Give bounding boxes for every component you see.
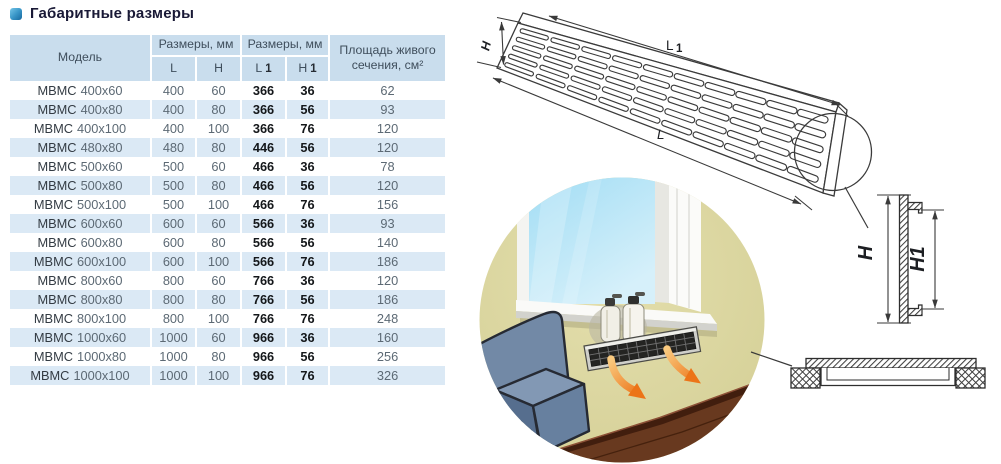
section-bullet-icon <box>10 8 22 20</box>
model-brand: МВМС <box>33 254 73 269</box>
l-cell: 800 <box>152 271 197 290</box>
section-channel <box>821 368 955 386</box>
model-size: 480x80 <box>80 140 123 155</box>
h-cell: 80 <box>197 290 242 309</box>
model-brand: МВМС <box>33 311 73 326</box>
area-cell: 78 <box>380 159 395 174</box>
area-cell: 256 <box>376 349 399 364</box>
h-cell: 80 <box>197 347 242 366</box>
h-cell: 60 <box>197 157 242 176</box>
area-cell: 120 <box>330 138 445 157</box>
model-cell <box>10 119 152 138</box>
col-header-l: L <box>152 57 197 81</box>
l-cell: 1000 <box>152 328 197 347</box>
h1-cell: 36 <box>287 271 330 290</box>
section-plate <box>806 359 976 369</box>
l-cell: 1000 <box>152 347 197 366</box>
col-header-dims-lh: Размеры, мм <box>152 35 242 57</box>
model-size: 1000x60 <box>77 330 127 345</box>
model-size: 400x80 <box>80 102 123 117</box>
col-header-h: H <box>197 57 242 81</box>
model-brand: МВМС <box>37 83 77 98</box>
l1-cell: 566 <box>242 214 287 233</box>
h1-cell: 76 <box>287 195 330 214</box>
model-brand: МВМС <box>37 292 77 307</box>
table-row <box>10 366 445 385</box>
detail-leader-line <box>845 187 868 228</box>
area-cell: 160 <box>330 328 445 347</box>
area-cell: 186 <box>330 252 445 271</box>
dim-label-l1: L <box>666 38 674 53</box>
model-cell <box>10 176 152 195</box>
area-cell: 93 <box>330 100 445 119</box>
model-cell <box>10 81 152 100</box>
area-cell: 140 <box>376 235 399 250</box>
col-header-l1-letter: L <box>255 61 263 76</box>
h1-cell: 56 <box>287 138 330 157</box>
model-brand: МВМС <box>37 178 77 193</box>
area-cell: 186 <box>330 290 445 309</box>
l1-cell: 466 <box>242 195 287 214</box>
l1-cell: 446 <box>242 138 287 157</box>
model-size: 1000x100 <box>73 368 130 383</box>
l1-cell: 566 <box>242 252 287 271</box>
dim-label-l: L <box>657 127 665 142</box>
model-brand: МВМС <box>37 102 77 117</box>
model-brand: МВМС <box>33 121 73 136</box>
area-cell: 120 <box>330 176 445 195</box>
model-brand: МВМС <box>33 197 73 212</box>
area-cell: 62 <box>380 83 395 98</box>
dim-label-l1-index: 1 <box>676 43 683 55</box>
model-cell <box>10 195 152 214</box>
l-cell: 600 <box>152 252 197 271</box>
l-cell: 500 <box>152 176 197 195</box>
model-size: 400x100 <box>77 121 127 136</box>
h-cell: 100 <box>197 195 242 214</box>
model-cell <box>10 347 152 366</box>
l-cell: 800 <box>152 290 197 309</box>
col-header-l1-index: 1 <box>265 63 272 76</box>
table-row <box>10 81 445 100</box>
l1-cell: 966 <box>242 366 287 385</box>
area-cell: 120 <box>376 273 399 288</box>
model-size: 600x80 <box>80 235 123 250</box>
model-size: 800x80 <box>80 292 123 307</box>
table-header <box>10 35 445 81</box>
profile-bottom-flange <box>908 305 922 316</box>
model-cell <box>10 309 152 328</box>
profile-top-flange <box>908 203 922 214</box>
model-cell <box>10 233 152 252</box>
h1-cell: 56 <box>287 176 330 195</box>
model-cell <box>10 328 152 347</box>
h-cell: 100 <box>197 119 242 138</box>
model-size: 500x80 <box>80 178 123 193</box>
table-row <box>10 252 445 271</box>
h1-cell: 36 <box>287 328 330 347</box>
table-row <box>10 195 445 214</box>
l1-cell: 566 <box>242 233 287 252</box>
table-row <box>10 119 445 138</box>
l-cell: 480 <box>152 138 197 157</box>
l-cell: 800 <box>152 309 197 328</box>
col-header-model: Модель <box>10 35 152 81</box>
h1-cell: 76 <box>287 366 330 385</box>
model-cell <box>10 138 152 157</box>
h1-cell: 36 <box>287 157 330 176</box>
section-panel-left <box>791 368 820 388</box>
h-cell: 100 <box>197 366 242 385</box>
model-size: 800x100 <box>77 311 127 326</box>
h-cell: 60 <box>197 328 242 347</box>
area-cell: 326 <box>330 366 445 385</box>
col-header-area: Площадь живого сечения, см² <box>330 35 445 81</box>
l1-cell: 766 <box>242 309 287 328</box>
h-cell: 80 <box>197 138 242 157</box>
model-cell <box>10 271 152 290</box>
l1-cell: 466 <box>242 157 287 176</box>
model-cell <box>10 157 152 176</box>
model-cell <box>10 100 152 119</box>
h1-cell: 76 <box>287 252 330 271</box>
model-size: 500x100 <box>77 197 127 212</box>
l1-cell: 366 <box>242 119 287 138</box>
h-cell: 80 <box>197 233 242 252</box>
table-row <box>10 309 445 328</box>
h-cell: 80 <box>197 100 242 119</box>
dim-label-h: H <box>478 40 494 53</box>
page-title-text: Габаритные размеры <box>30 5 195 22</box>
table-row <box>10 328 445 347</box>
area-cell: 156 <box>376 197 399 212</box>
l1-cell: 766 <box>242 271 287 290</box>
model-size: 1000x80 <box>77 349 127 364</box>
side-profile-view <box>855 195 944 323</box>
dim-label-side-h: H <box>855 245 877 261</box>
page-title <box>10 5 194 22</box>
table-row <box>10 138 445 157</box>
l1-cell: 366 <box>242 81 287 100</box>
l1-cell: 466 <box>242 176 287 195</box>
model-brand: МВМС <box>30 368 70 383</box>
col-header-h1 <box>287 57 330 81</box>
l-cell: 400 <box>152 81 197 100</box>
l-cell: 500 <box>152 157 197 176</box>
model-size: 400x60 <box>80 83 123 98</box>
l1-cell: 966 <box>242 328 287 347</box>
window-jamb <box>669 170 701 312</box>
col-header-dims-l1h1: Размеры, мм <box>242 35 330 57</box>
area-cell: 93 <box>330 214 445 233</box>
h1-cell: 56 <box>287 233 330 252</box>
l1-cell: 366 <box>242 100 287 119</box>
model-brand: МВМС <box>33 330 73 345</box>
technical-figures <box>470 0 1001 464</box>
table-row <box>10 290 445 309</box>
cross-section-view <box>791 359 985 389</box>
model-brand: МВМС <box>37 140 77 155</box>
model-brand: МВМС <box>37 235 77 250</box>
h-cell: 60 <box>197 81 242 100</box>
dimensions-table <box>10 35 445 385</box>
area-cell: 120 <box>376 121 399 136</box>
model-size: 500x60 <box>80 159 123 174</box>
model-cell <box>10 252 152 271</box>
h1-cell: 76 <box>287 119 330 138</box>
col-header-l1 <box>242 57 287 81</box>
l-cell: 400 <box>152 119 197 138</box>
l-cell: 500 <box>152 195 197 214</box>
room-illustration <box>470 168 770 464</box>
table-row <box>10 214 445 233</box>
l-cell: 1000 <box>152 366 197 385</box>
h-cell: 100 <box>197 309 242 328</box>
h1-cell: 36 <box>287 214 330 233</box>
model-size: 600x100 <box>77 254 127 269</box>
dim-label-side-h1: H1 <box>907 246 929 272</box>
model-cell <box>10 214 152 233</box>
table-row <box>10 347 445 366</box>
h-cell: 60 <box>197 214 242 233</box>
table-row <box>10 271 445 290</box>
table-body <box>10 81 445 385</box>
model-cell <box>10 290 152 309</box>
table-row <box>10 100 445 119</box>
l-cell: 400 <box>152 100 197 119</box>
model-brand: МВМС <box>37 273 77 288</box>
model-cell <box>10 366 152 385</box>
h1-cell: 56 <box>287 290 330 309</box>
model-size: 600x60 <box>80 216 123 231</box>
l-cell: 600 <box>152 214 197 233</box>
model-brand: МВМС <box>37 159 77 174</box>
section-panel-right <box>956 368 985 388</box>
l1-cell: 766 <box>242 290 287 309</box>
table-row <box>10 176 445 195</box>
area-cell: 248 <box>376 311 399 326</box>
l-cell: 600 <box>152 233 197 252</box>
table-row <box>10 157 445 176</box>
table-row <box>10 233 445 252</box>
col-header-h1-index: 1 <box>310 63 317 76</box>
h1-cell: 56 <box>287 347 330 366</box>
model-size: 800x60 <box>80 273 123 288</box>
col-header-h1-letter: H <box>298 61 308 76</box>
model-brand: МВМС <box>37 216 77 231</box>
h1-cell: 36 <box>287 81 330 100</box>
h1-cell: 76 <box>287 309 330 328</box>
l1-cell: 966 <box>242 347 287 366</box>
h1-cell: 56 <box>287 100 330 119</box>
h-cell: 60 <box>197 271 242 290</box>
model-brand: МВМС <box>33 349 73 364</box>
h-cell: 100 <box>197 252 242 271</box>
h-cell: 80 <box>197 176 242 195</box>
